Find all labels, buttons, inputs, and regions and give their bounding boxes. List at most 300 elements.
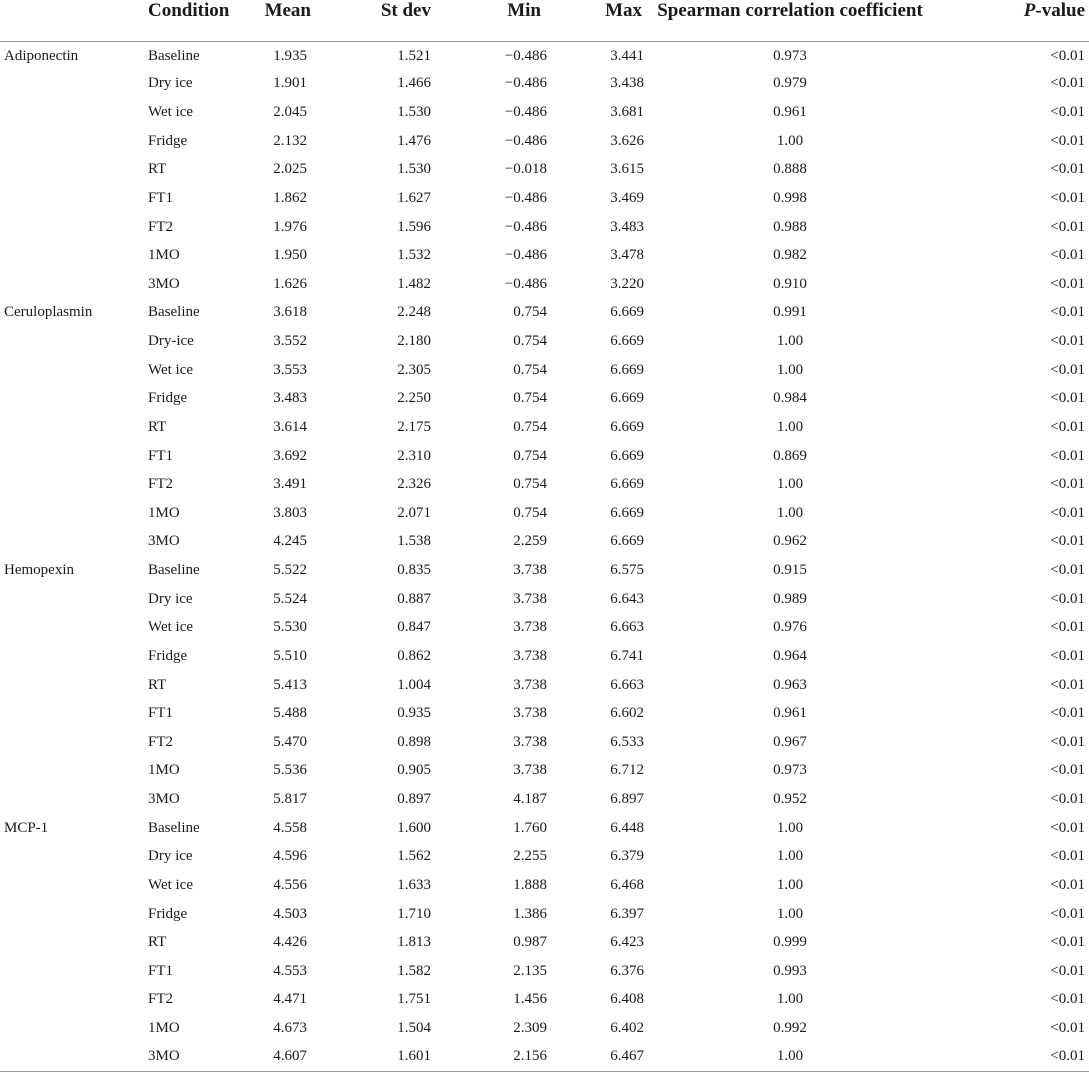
cell-stdev: 2.305 — [397, 361, 431, 378]
cell-spearman: 0.964 — [773, 647, 807, 664]
cell-spearman: 0.962 — [773, 533, 807, 550]
cell-spearman: 0.991 — [773, 304, 807, 321]
cell-min: 2.309 — [513, 1020, 547, 1037]
cell-min: 0.754 — [513, 447, 547, 464]
table-row — [0, 757, 1089, 786]
cell-mean: 1.935 — [273, 48, 307, 65]
table-row — [0, 385, 1089, 414]
cell-mean: 2.045 — [273, 104, 307, 121]
cell-mean: 5.536 — [273, 762, 307, 779]
cell-analyte — [0, 871, 148, 900]
cell-mean: 2.132 — [273, 132, 307, 149]
cell-p-value: <0.01 — [1050, 934, 1085, 951]
table-row — [0, 184, 1089, 213]
cell-spearman: 1.00 — [776, 1048, 804, 1065]
cell-p-value: <0.01 — [1050, 390, 1085, 407]
cell-min: 3.738 — [513, 647, 547, 664]
cell-analyte — [0, 699, 148, 728]
cell-analyte — [0, 642, 148, 671]
cell-mean: 1.626 — [273, 275, 307, 292]
cell-stdev: 2.071 — [397, 504, 431, 521]
cell-mean: 1.950 — [273, 247, 307, 264]
table-row — [0, 928, 1089, 957]
cell-spearman: 1.00 — [776, 361, 804, 378]
header-p-suffix: -value — [1035, 0, 1085, 21]
table-row — [0, 871, 1089, 900]
cell-analyte — [0, 156, 148, 185]
cell-stdev: 2.326 — [397, 476, 431, 493]
cell-stdev: 1.601 — [397, 1048, 431, 1065]
cell-condition: FT2 — [148, 991, 174, 1008]
cell-spearman: 0.888 — [773, 161, 807, 178]
cell-p-value: <0.01 — [1050, 418, 1085, 435]
cell-mean: 4.426 — [273, 934, 307, 951]
cell-min: 2.135 — [513, 962, 547, 979]
table-row — [0, 1014, 1089, 1043]
header-mean: Mean — [264, 0, 311, 21]
table-row — [0, 614, 1089, 643]
cell-analyte — [0, 499, 148, 528]
cell-max: 6.669 — [610, 476, 644, 493]
cell-stdev: 1.538 — [397, 533, 431, 550]
cell-p-value: <0.01 — [1050, 104, 1085, 121]
cell-max: 6.376 — [610, 962, 644, 979]
cell-condition: Fridge — [148, 390, 188, 407]
cell-max: 6.669 — [610, 390, 644, 407]
cell-min: −0.486 — [504, 275, 547, 292]
cell-mean: 5.522 — [273, 562, 307, 579]
cell-min: 0.754 — [513, 418, 547, 435]
cell-analyte — [0, 184, 148, 213]
cell-stdev: 1.582 — [397, 962, 431, 979]
cell-spearman: 0.869 — [773, 447, 807, 464]
cell-stdev: 0.835 — [397, 562, 431, 579]
table-row — [0, 98, 1089, 127]
table-row — [0, 241, 1089, 270]
cell-min: 1.386 — [513, 905, 547, 922]
cell-min: −0.486 — [504, 48, 547, 65]
cell-mean: 4.503 — [273, 905, 307, 922]
cell-max: 6.669 — [610, 533, 644, 550]
cell-stdev: 1.004 — [397, 676, 431, 693]
cell-stdev: 1.530 — [397, 104, 431, 121]
cell-spearman: 0.982 — [773, 247, 807, 264]
cell-p-value: <0.01 — [1050, 333, 1085, 350]
cell-stdev: 1.521 — [397, 48, 431, 65]
cell-min: 2.255 — [513, 848, 547, 865]
header-min: Min — [507, 0, 541, 21]
cell-condition: RT — [148, 676, 167, 693]
cell-stdev: 0.898 — [397, 733, 431, 750]
cell-min: 1.760 — [513, 819, 547, 836]
cell-p-value: <0.01 — [1050, 247, 1085, 264]
cell-condition: Fridge — [148, 905, 188, 922]
cell-p-value: <0.01 — [1050, 991, 1085, 1008]
cell-min: 0.754 — [513, 390, 547, 407]
cell-spearman: 1.00 — [776, 504, 804, 521]
cell-p-value: <0.01 — [1050, 647, 1085, 664]
cell-condition: 1MO — [148, 762, 180, 779]
cell-mean: 4.556 — [273, 876, 307, 893]
cell-min: 3.738 — [513, 762, 547, 779]
cell-analyte — [0, 98, 148, 127]
cell-mean: 3.614 — [273, 418, 307, 435]
cell-mean: 4.673 — [273, 1020, 307, 1037]
cell-stdev: 1.482 — [397, 275, 431, 292]
cell-stdev: 0.905 — [397, 762, 431, 779]
cell-max: 6.602 — [610, 705, 644, 722]
cell-p-value: <0.01 — [1050, 848, 1085, 865]
cell-analyte — [0, 585, 148, 614]
cell-max: 3.615 — [610, 161, 644, 178]
cell-p-value: <0.01 — [1050, 562, 1085, 579]
cell-stdev: 0.935 — [397, 705, 431, 722]
cell-max: 6.533 — [610, 733, 644, 750]
table-row — [0, 442, 1089, 471]
cell-min: 3.738 — [513, 590, 547, 607]
cell-spearman: 1.00 — [776, 132, 804, 149]
table-row — [0, 270, 1089, 299]
cell-mean: 2.025 — [273, 161, 307, 178]
cell-stdev: 1.600 — [397, 819, 431, 836]
header-p-italic: P — [1023, 0, 1036, 21]
cell-max: 6.663 — [610, 619, 644, 636]
cell-condition: Wet ice — [148, 361, 194, 378]
cell-stdev: 1.476 — [397, 132, 431, 149]
cell-mean: 4.471 — [273, 991, 307, 1008]
cell-p-value: <0.01 — [1050, 905, 1085, 922]
table-row — [0, 299, 1089, 328]
cell-condition: FT2 — [148, 218, 174, 235]
cell-analyte — [0, 442, 148, 471]
cell-condition: FT1 — [148, 705, 174, 722]
cell-mean: 3.483 — [273, 390, 307, 407]
table-row — [0, 728, 1089, 757]
cell-max: 6.468 — [610, 876, 644, 893]
table-row — [0, 900, 1089, 929]
cell-spearman: 1.00 — [776, 905, 804, 922]
cell-stdev: 0.862 — [397, 647, 431, 664]
cell-mean: 5.817 — [273, 791, 307, 808]
cell-max: 6.669 — [610, 447, 644, 464]
cell-spearman: 0.915 — [773, 562, 807, 579]
cell-condition: Dry ice — [148, 590, 193, 607]
cell-min: −0.486 — [504, 247, 547, 264]
cell-stdev: 1.633 — [397, 876, 431, 893]
cell-stdev: 2.180 — [397, 333, 431, 350]
cell-min: 3.738 — [513, 619, 547, 636]
cell-analyte: Adiponectin — [4, 48, 79, 65]
table-row — [0, 213, 1089, 242]
cell-mean: 5.524 — [273, 590, 307, 607]
table-row — [0, 156, 1089, 185]
header-stdev: St dev — [380, 0, 431, 21]
cell-max: 6.448 — [610, 819, 644, 836]
cell-condition: FT1 — [148, 189, 174, 206]
cell-condition: Fridge — [148, 647, 188, 664]
cell-mean: 3.491 — [273, 476, 307, 493]
cell-condition: Baseline — [148, 819, 200, 836]
cell-p-value: <0.01 — [1050, 733, 1085, 750]
cell-spearman: 0.989 — [773, 590, 807, 607]
cell-p-value: <0.01 — [1050, 876, 1085, 893]
cell-mean: 3.552 — [273, 333, 307, 350]
cell-min: 2.156 — [513, 1048, 547, 1065]
header-max: Max — [605, 0, 642, 21]
cell-mean: 3.692 — [273, 447, 307, 464]
cell-spearman: 0.984 — [773, 390, 807, 407]
cell-stdev: 1.813 — [397, 934, 431, 951]
cell-p-value: <0.01 — [1050, 676, 1085, 693]
cell-mean: 4.558 — [273, 819, 307, 836]
cell-condition: 3MO — [148, 1048, 180, 1065]
cell-mean: 5.470 — [273, 733, 307, 750]
cell-analyte — [0, 671, 148, 700]
table-header — [0, 0, 1089, 41]
cell-spearman: 0.979 — [773, 75, 807, 92]
cell-analyte — [0, 785, 148, 814]
cell-condition: RT — [148, 418, 167, 435]
cell-p-value: <0.01 — [1050, 75, 1085, 92]
cell-min: 0.754 — [513, 304, 547, 321]
cell-stdev: 2.310 — [397, 447, 431, 464]
cell-mean: 4.553 — [273, 962, 307, 979]
table-row — [0, 528, 1089, 557]
cell-min: 3.738 — [513, 562, 547, 579]
cell-max: 3.441 — [610, 48, 644, 65]
table-row — [0, 814, 1089, 843]
cell-condition: 1MO — [148, 504, 180, 521]
cell-analyte — [0, 1014, 148, 1043]
cell-max: 6.897 — [610, 791, 644, 808]
cell-analyte — [0, 528, 148, 557]
cell-analyte — [0, 957, 148, 986]
cell-condition: 3MO — [148, 533, 180, 550]
cell-analyte — [0, 728, 148, 757]
cell-mean: 3.803 — [273, 504, 307, 521]
cell-condition: Baseline — [148, 562, 200, 579]
table-row — [0, 671, 1089, 700]
cell-analyte — [0, 470, 148, 499]
table-row — [0, 556, 1089, 585]
cell-condition: 1MO — [148, 1020, 180, 1037]
cell-spearman: 1.00 — [776, 418, 804, 435]
cell-analyte — [0, 241, 148, 270]
cell-stdev: 2.248 — [397, 304, 431, 321]
cell-condition: Baseline — [148, 304, 200, 321]
cell-p-value: <0.01 — [1050, 218, 1085, 235]
cell-p-value: <0.01 — [1050, 361, 1085, 378]
cell-spearman: 1.00 — [776, 819, 804, 836]
cell-spearman: 1.00 — [776, 876, 804, 893]
cell-stdev: 1.596 — [397, 218, 431, 235]
table-row — [0, 585, 1089, 614]
cell-max: 6.575 — [610, 562, 644, 579]
cell-min: 0.754 — [513, 504, 547, 521]
cell-min: 0.754 — [513, 476, 547, 493]
table-row — [0, 356, 1089, 385]
cell-max: 6.402 — [610, 1020, 644, 1037]
cell-stdev: 1.504 — [397, 1020, 431, 1037]
cell-min: 0.754 — [513, 361, 547, 378]
cell-min: 1.456 — [513, 991, 547, 1008]
cell-min: 0.754 — [513, 333, 547, 350]
cell-condition: 3MO — [148, 275, 180, 292]
cell-condition: Dry ice — [148, 75, 193, 92]
cell-condition: FT2 — [148, 476, 174, 493]
cell-spearman: 0.963 — [773, 676, 807, 693]
cell-condition: Wet ice — [148, 619, 194, 636]
cell-p-value: <0.01 — [1050, 132, 1085, 149]
cell-condition: 1MO — [148, 247, 180, 264]
cell-max: 6.467 — [610, 1048, 644, 1065]
cell-min: 2.259 — [513, 533, 547, 550]
cell-mean: 1.901 — [273, 75, 307, 92]
header-analyte — [0, 0, 148, 41]
cell-max: 6.669 — [610, 418, 644, 435]
header-condition: Condition — [148, 0, 230, 21]
cell-analyte: MCP-1 — [4, 819, 49, 836]
cell-spearman: 0.998 — [773, 189, 807, 206]
cell-p-value: <0.01 — [1050, 1020, 1085, 1037]
cell-max: 3.626 — [610, 132, 644, 149]
cell-stdev: 1.751 — [397, 991, 431, 1008]
cell-stdev: 0.897 — [397, 791, 431, 808]
cell-spearman: 0.961 — [773, 705, 807, 722]
cell-max: 3.681 — [610, 104, 644, 121]
cell-condition: Dry ice — [148, 848, 193, 865]
cell-condition: Wet ice — [148, 104, 194, 121]
cell-p-value: <0.01 — [1050, 304, 1085, 321]
cell-max: 6.669 — [610, 504, 644, 521]
cell-min: 3.738 — [513, 676, 547, 693]
cell-condition: 3MO — [148, 791, 180, 808]
cell-mean: 5.488 — [273, 705, 307, 722]
cell-min: 4.187 — [513, 791, 547, 808]
cell-analyte — [0, 213, 148, 242]
cell-p-value: <0.01 — [1050, 791, 1085, 808]
cell-max: 6.669 — [610, 304, 644, 321]
cell-spearman: 0.993 — [773, 962, 807, 979]
cell-max: 6.669 — [610, 361, 644, 378]
cell-min: 3.738 — [513, 705, 547, 722]
cell-stdev: 1.562 — [397, 848, 431, 865]
cell-p-value: <0.01 — [1050, 619, 1085, 636]
cell-max: 6.423 — [610, 934, 644, 951]
cell-max: 3.478 — [610, 247, 644, 264]
cell-analyte — [0, 928, 148, 957]
cell-mean: 1.862 — [273, 189, 307, 206]
cell-mean: 5.413 — [273, 676, 307, 693]
cell-analyte — [0, 356, 148, 385]
cell-condition: Wet ice — [148, 876, 194, 893]
cell-condition: Dry-ice — [148, 333, 194, 350]
cell-analyte — [0, 385, 148, 414]
cell-max: 6.669 — [610, 333, 644, 350]
cell-max: 3.220 — [610, 275, 644, 292]
cell-condition: FT1 — [148, 962, 174, 979]
cell-stdev: 1.530 — [397, 161, 431, 178]
table-row — [0, 1043, 1089, 1072]
cell-p-value: <0.01 — [1050, 962, 1085, 979]
cell-spearman: 0.988 — [773, 218, 807, 235]
cell-p-value: <0.01 — [1050, 476, 1085, 493]
cell-p-value: <0.01 — [1050, 189, 1085, 206]
cell-spearman: 0.973 — [773, 48, 807, 65]
cell-max: 6.712 — [610, 762, 644, 779]
table-row — [0, 41, 1089, 70]
cell-spearman: 0.976 — [773, 619, 807, 636]
cell-p-value: <0.01 — [1050, 590, 1085, 607]
table-row — [0, 413, 1089, 442]
cell-max: 6.741 — [610, 647, 644, 664]
cell-p-value: <0.01 — [1050, 1048, 1085, 1065]
cell-p-value: <0.01 — [1050, 275, 1085, 292]
cell-spearman: 1.00 — [776, 333, 804, 350]
cell-condition: Fridge — [148, 132, 188, 149]
cell-mean: 5.510 — [273, 647, 307, 664]
cell-analyte — [0, 986, 148, 1015]
header-p-value — [936, 0, 1089, 41]
cell-analyte: Hemopexin — [4, 562, 74, 579]
cell-max: 6.643 — [610, 590, 644, 607]
table-row — [0, 642, 1089, 671]
cell-min: −0.486 — [504, 104, 547, 121]
table-row — [0, 499, 1089, 528]
cell-p-value: <0.01 — [1050, 504, 1085, 521]
table-row — [0, 470, 1089, 499]
cell-analyte — [0, 900, 148, 929]
table-row — [0, 986, 1089, 1015]
cell-stdev: 2.175 — [397, 418, 431, 435]
cell-condition: RT — [148, 934, 167, 951]
cell-analyte: Ceruloplasmin — [4, 304, 93, 321]
cell-condition: FT1 — [148, 447, 174, 464]
cell-mean: 3.618 — [273, 304, 307, 321]
cell-min: −0.018 — [504, 161, 547, 178]
table-row — [0, 327, 1089, 356]
cell-spearman: 0.967 — [773, 733, 807, 750]
cell-stdev: 0.847 — [397, 619, 431, 636]
cell-stdev: 1.710 — [397, 905, 431, 922]
cell-max: 6.397 — [610, 905, 644, 922]
table-row — [0, 785, 1089, 814]
cell-stdev: 2.250 — [397, 390, 431, 407]
cell-min: −0.486 — [504, 218, 547, 235]
cell-analyte — [0, 127, 148, 156]
cell-analyte — [0, 614, 148, 643]
cell-spearman: 0.952 — [773, 791, 807, 808]
cell-p-value: <0.01 — [1050, 161, 1085, 178]
cell-analyte — [0, 413, 148, 442]
cell-stdev: 1.466 — [397, 75, 431, 92]
header-row — [0, 0, 1089, 41]
cell-condition: RT — [148, 161, 167, 178]
cell-spearman: 0.961 — [773, 104, 807, 121]
cell-p-value: <0.01 — [1050, 447, 1085, 464]
cell-spearman: 1.00 — [776, 848, 804, 865]
cell-spearman: 1.00 — [776, 476, 804, 493]
cell-condition: Baseline — [148, 48, 200, 65]
cell-min: 0.987 — [513, 934, 547, 951]
cell-spearman: 1.00 — [776, 991, 804, 1008]
cell-analyte — [0, 757, 148, 786]
table-row — [0, 957, 1089, 986]
cell-mean: 5.530 — [273, 619, 307, 636]
cell-min: −0.486 — [504, 75, 547, 92]
cell-analyte — [0, 843, 148, 872]
cell-p-value: <0.01 — [1050, 762, 1085, 779]
